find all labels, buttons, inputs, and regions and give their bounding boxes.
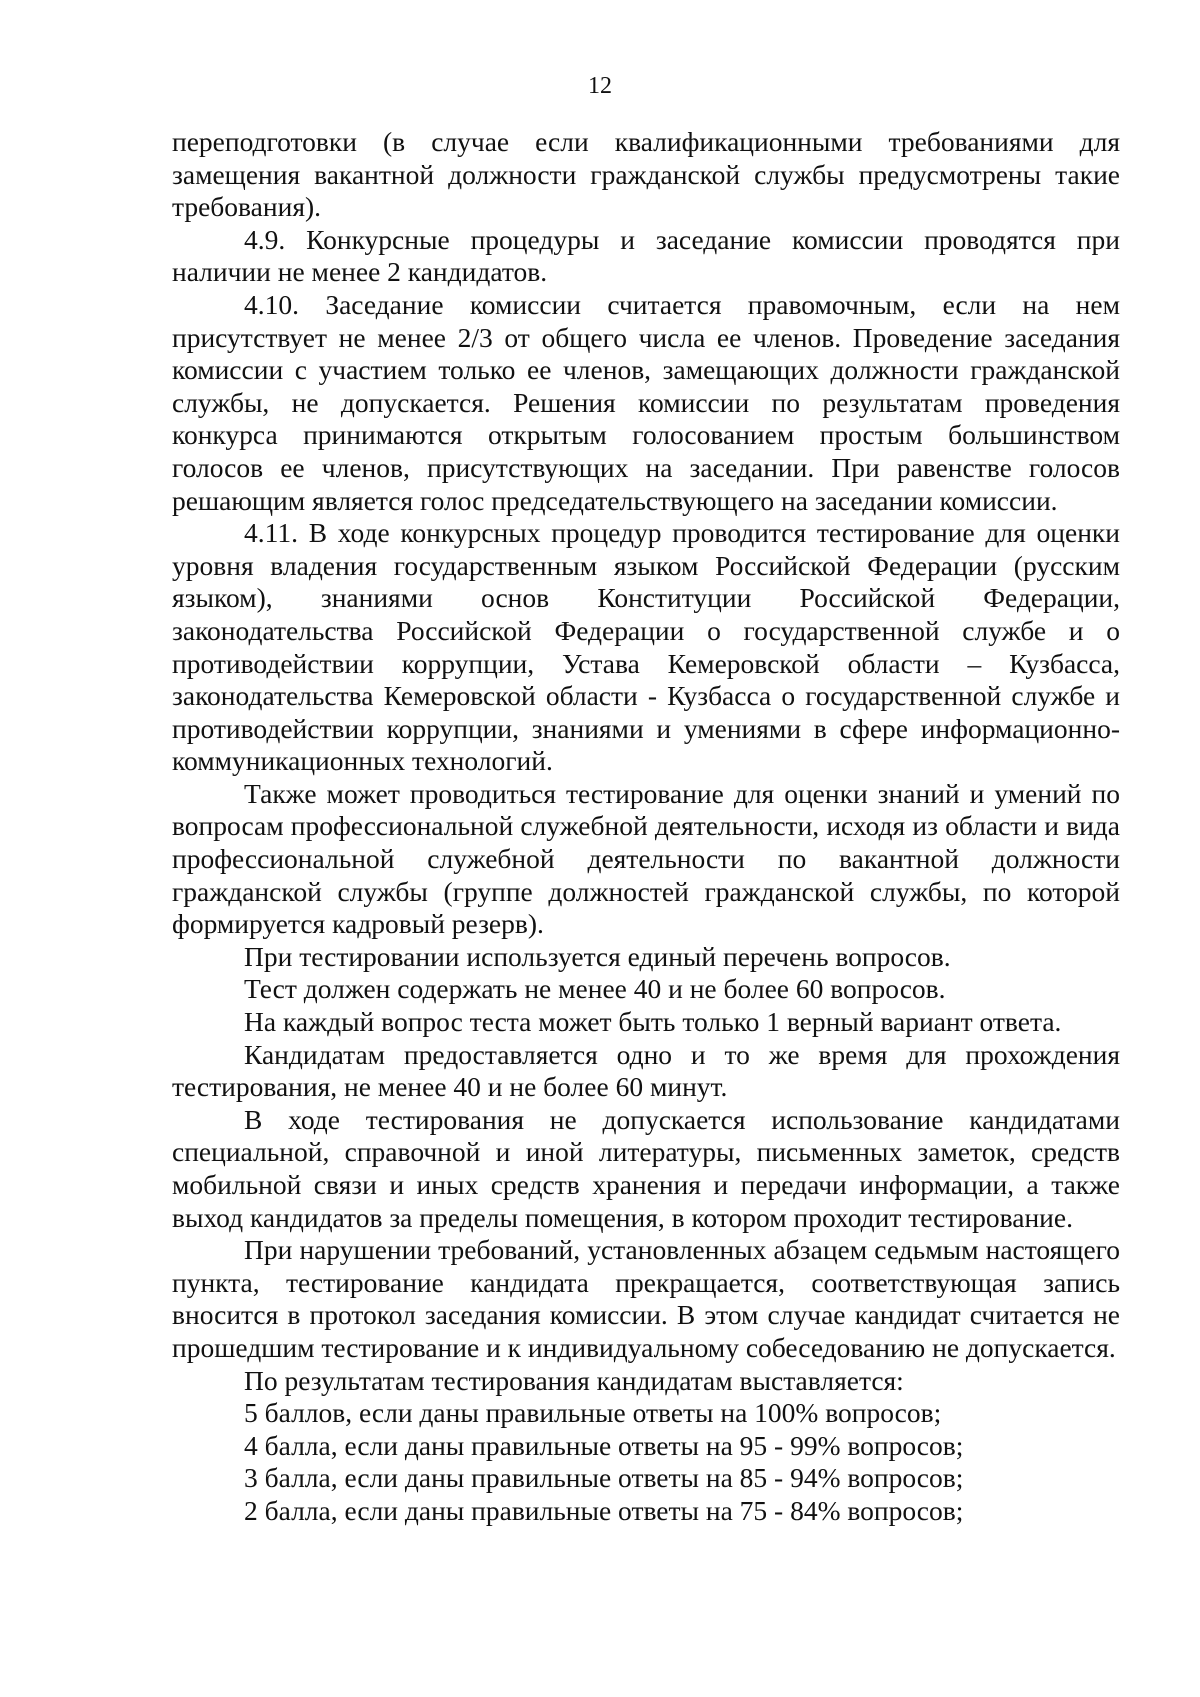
paragraph-question-list: При тестировании используется единый перечень вопросов.: [244, 940, 951, 972]
score-item-4: 4 балла, если даны правильные ответы на 95 - 99% вопросов;: [244, 1429, 964, 1461]
paragraph-scoring-intro: По результатам тестирования кандидатам выставляется:: [244, 1364, 904, 1396]
score-item-2: 2 балла, если даны правильные ответы на 75 - 84% вопросов;: [244, 1494, 964, 1526]
paragraph-4-10: 4.10. Заседание комиссии считается правомочным, если на нем присутствует не менее 2/3 от общего числа ее членов. Проведение заседания комиссии с участием только ее членов, замещающих должности гражданской службы, не допускается. Решения комиссии по результатам проведения конкурса принимаются открытым голосованием простым большинством голосов ее членов, присутствующих на заседании. При равенстве голосов решающим является голос председательствующего на заседании комиссии.: [172, 288, 1120, 516]
paragraph-4-9: 4.9. Конкурсные процедуры и заседание комиссии проводятся при наличии не менее 2 кандидатов.: [172, 223, 1120, 288]
paragraph-4-11: 4.11. В ходе конкурсных процедур проводится тестирование для оценки уровня владения государственным языком Российской Федерации (русским языком), знаниями основ Конституции Российской Федерации, законодательства Российской Федерации о государственной службе и о противодействии коррупции, Устава Кемеровской области – Кузбасса, законодательства Кемеровской области - Кузбасса о государственной службе и противодействии коррупции, знаниями и умениями в сфере информационно-коммуникационных технологий.: [172, 517, 1120, 777]
page-number: 12: [588, 73, 612, 99]
paragraph-answer-variant: На каждый вопрос теста может быть только 1 верный вариант ответа.: [244, 1006, 1062, 1038]
paragraph-professional-testing: Также может проводиться тестирование для оценки знаний и умений по вопросам профессиональной служебной деятельности, исходя из области и вида профессиональной служебной деятельности по вакантной должности гражданской службы (группе должностей гражданской службы, по которой формируется кадровый резерв).: [172, 777, 1120, 940]
paragraph-test-time: Кандидатам предоставляется одно и то же время для прохождения тестирования, не менее 40 и не более 60 минут.: [172, 1038, 1120, 1103]
paragraph-test-restrictions: В ходе тестирования не допускается использование кандидатами специальной, справочной и иной литературы, письменных заметок, средств мобильной связи и иных средств хранения и передачи информации, а также выход кандидатов за пределы помещения, в котором проходит тестирование.: [172, 1103, 1120, 1233]
score-item-3: 3 балла, если даны правильные ответы на 85 - 94% вопросов;: [244, 1462, 964, 1494]
document-body: [172, 126, 1120, 1528]
paragraph-violation: При нарушении требований, установленных абзацем седьмым настоящего пункта, тестирование кандидата прекращается, соответствующая запись вносится в протокол заседания комиссии. В этом случае кандидат считается не прошедшим тестирование и к индивидуальному собеседованию не допускается.: [172, 1234, 1120, 1363]
paragraph-continuation: переподготовки (в случае если квалификационными требованиями для замещения вакантной должности гражданской службы предусмотрены такие требования).: [172, 126, 1120, 223]
score-item-5: 5 баллов, если даны правильные ответы на 100% вопросов;: [244, 1397, 942, 1429]
paragraph-question-count: Тест должен содержать не менее 40 и не более 60 вопросов.: [244, 973, 946, 1005]
